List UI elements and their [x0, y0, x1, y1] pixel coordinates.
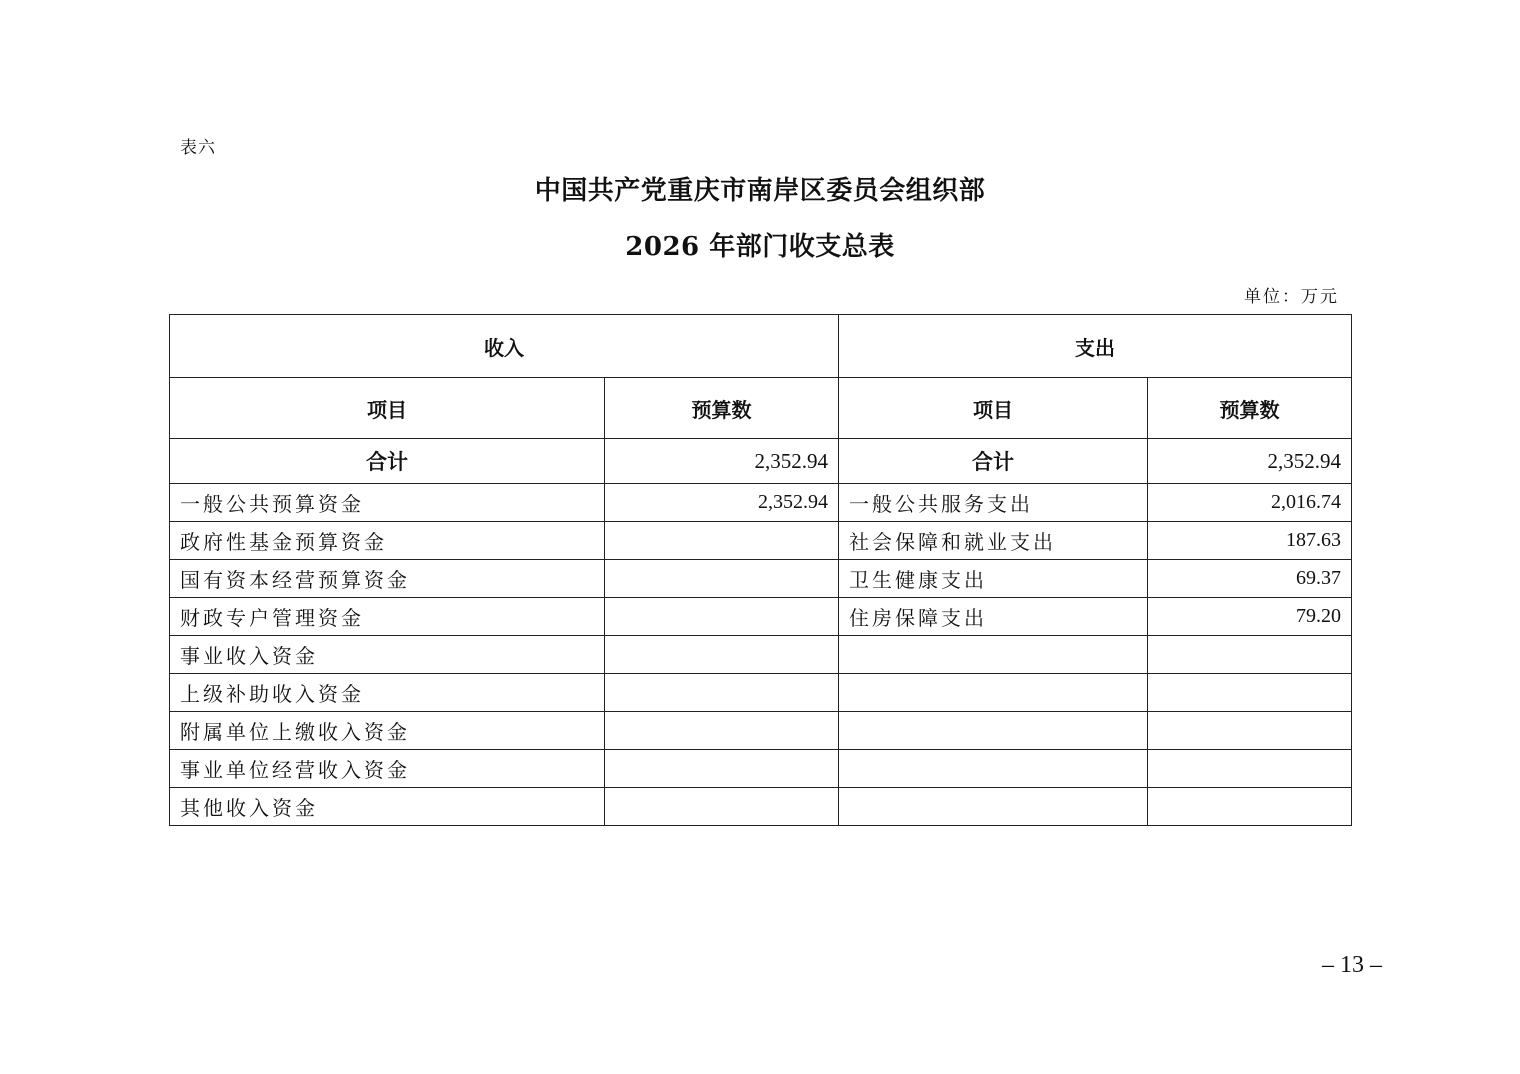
- income-item-cell: 事业收入资金: [170, 636, 605, 674]
- expense-total-label: 合计: [839, 439, 1148, 484]
- table-row: [170, 598, 1352, 636]
- expense-amount-cell: [1148, 750, 1352, 788]
- expense-amount-cell: 69.37: [1148, 560, 1352, 598]
- table-row: [170, 636, 1352, 674]
- table-row: [170, 750, 1352, 788]
- income-item-cell: 上级补助收入资金: [170, 674, 605, 712]
- income-item-column-header: 项目: [170, 378, 605, 439]
- expense-amount-cell: [1148, 674, 1352, 712]
- expense-item-cell: [839, 788, 1148, 826]
- income-amount-cell: [605, 674, 839, 712]
- income-item-cell: 财政专户管理资金: [170, 598, 605, 636]
- expense-amount-cell: 79.20: [1148, 598, 1352, 636]
- table-row: [170, 522, 1352, 560]
- expense-amount-cell: 187.63: [1148, 522, 1352, 560]
- page-subtitle: 2026 年部门收支总表: [625, 232, 895, 262]
- income-amount-cell: 2,352.94: [605, 484, 839, 522]
- income-item-cell: 其他收入资金: [170, 788, 605, 826]
- table-row: [170, 560, 1352, 598]
- expense-amount-cell: [1148, 636, 1352, 674]
- income-total-value: 2,352.94: [605, 439, 839, 484]
- expense-item-cell: 住房保障支出: [839, 598, 1148, 636]
- income-header: 收入: [170, 315, 839, 378]
- income-amount-cell: [605, 598, 839, 636]
- income-item-cell: 事业单位经营收入资金: [170, 750, 605, 788]
- table-row: [170, 674, 1352, 712]
- income-amount-column-header: 预算数: [605, 378, 839, 439]
- revenue-expenditure-table: [169, 314, 1352, 826]
- income-item-cell: 附属单位上缴收入资金: [170, 712, 605, 750]
- income-amount-cell: [605, 522, 839, 560]
- expense-item-cell: 一般公共服务支出: [839, 484, 1148, 522]
- income-item-cell: 一般公共预算资金: [170, 484, 605, 522]
- table-row: [170, 788, 1352, 826]
- total-row: [170, 439, 1352, 484]
- income-amount-cell: [605, 636, 839, 674]
- column-header-row: [170, 378, 1352, 439]
- income-amount-cell: [605, 750, 839, 788]
- income-amount-cell: [605, 560, 839, 598]
- income-item-cell: 国有资本经营预算资金: [170, 560, 605, 598]
- table-row: [170, 484, 1352, 522]
- expense-total-value: 2,352.94: [1148, 439, 1352, 484]
- expense-amount-column-header: 预算数: [1148, 378, 1352, 439]
- expense-item-cell: [839, 750, 1148, 788]
- group-header-row: [170, 315, 1352, 378]
- expense-item-cell: [839, 636, 1148, 674]
- page-title: 中国共产党重庆市南岸区委员会组织部: [534, 176, 986, 206]
- expense-item-cell: [839, 712, 1148, 750]
- income-total-label: 合计: [170, 439, 605, 484]
- income-item-cell: 政府性基金预算资金: [170, 522, 605, 560]
- expense-item-cell: 卫生健康支出: [839, 560, 1148, 598]
- expense-amount-cell: [1148, 712, 1352, 750]
- expense-item-cell: [839, 674, 1148, 712]
- expense-item-cell: 社会保障和就业支出: [839, 522, 1148, 560]
- expense-item-column-header: 项目: [839, 378, 1148, 439]
- income-amount-cell: [605, 712, 839, 750]
- expense-header: 支出: [839, 315, 1352, 378]
- income-amount-cell: [605, 788, 839, 826]
- expense-amount-cell: [1148, 788, 1352, 826]
- page-number: – 13 –: [1322, 952, 1382, 978]
- expense-amount-cell: 2,016.74: [1148, 484, 1352, 522]
- unit-label: 单位：万元: [1244, 287, 1339, 307]
- table-row: [170, 712, 1352, 750]
- table-label: 表六: [180, 138, 216, 158]
